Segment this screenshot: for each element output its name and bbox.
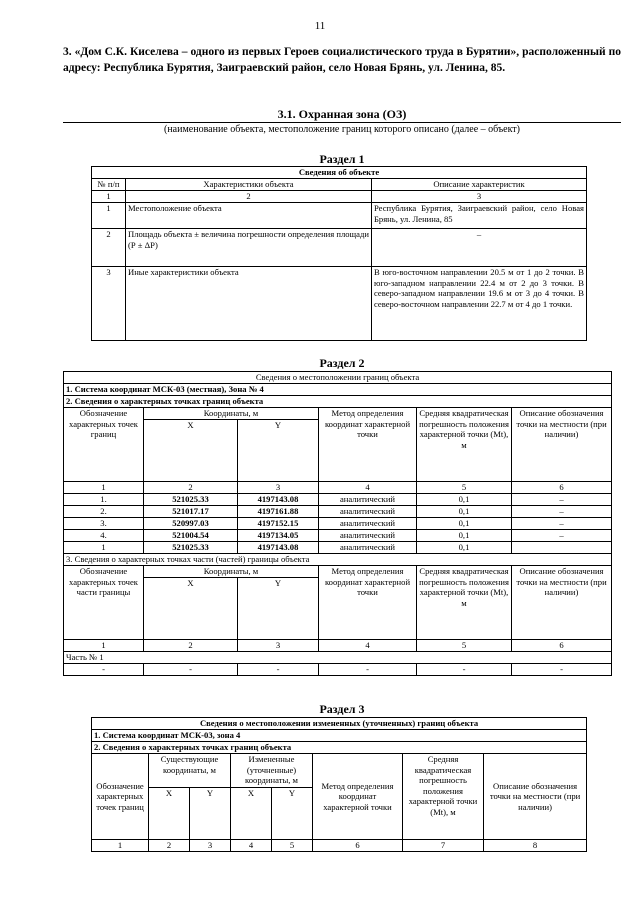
parts-header-error: Средняя квадратическая погрешность положения характерной точки (Mt), м	[417, 566, 512, 640]
point-error: 0,1	[417, 506, 512, 518]
part-label: Часть № 1	[64, 652, 612, 664]
header-error: Средняя квадратическая погрешность положения характерной точки (Mt), м	[417, 408, 512, 482]
row-description: Республика Бурятия, Заиграевский район, село Новая Брянь, ул. Ленина, 85	[372, 203, 587, 229]
part-cell: -	[144, 664, 238, 676]
column-number: 2	[149, 840, 190, 852]
point-description: –	[512, 518, 612, 530]
point-method: аналитический	[319, 530, 417, 542]
row-characteristic: Иные характеристики объекта	[126, 267, 372, 341]
column-number: 2	[144, 482, 238, 494]
header-coordinates: Координаты, м	[144, 408, 319, 420]
caption-rule	[63, 122, 621, 123]
point-error: 0,1	[417, 518, 512, 530]
header-y: Y	[238, 420, 319, 482]
point-error: 0,1	[417, 542, 512, 554]
table-row	[92, 203, 587, 229]
table-row	[64, 494, 612, 506]
column-number: 2	[144, 640, 238, 652]
parts-header-method: Метод определения координат характерной точки	[319, 566, 417, 640]
column-number: 8	[484, 840, 587, 852]
section1-table	[91, 166, 587, 341]
column-number: 5	[417, 640, 512, 652]
point-description: –	[512, 530, 612, 542]
zone-subheading: 3.1. Охранная зона (ОЗ)	[277, 107, 407, 121]
parts-header-description: Описание обозначения точки на местности (при наличии)	[512, 566, 612, 640]
point-label: 2.	[64, 506, 144, 518]
column-number: 4	[231, 840, 272, 852]
page-number: 11	[314, 20, 326, 32]
part-cell: -	[319, 664, 417, 676]
column-number: 7	[403, 840, 484, 852]
header-characteristic: Характеристики объекта	[126, 179, 372, 191]
coordinate-system: 1. Система координат МСК-03, зона 4	[92, 730, 587, 742]
point-x: 521025.33	[144, 494, 238, 506]
header-changed-coordinates: Измененные (уточненные) координаты, м	[231, 754, 313, 788]
column-number: 4	[319, 482, 417, 494]
points-title: 2. Сведения о характерных точках границ объекта	[92, 742, 587, 754]
point-x: 521004.54	[144, 530, 238, 542]
header-point: Обозначение характерных точек границ	[64, 408, 144, 482]
section3-table	[91, 717, 587, 852]
row-description: В юго-восточном направлении 20.5 м от 1 до 2 точки. В юго-западном направлении 22.4 м от 2 до 3 точки. В северо-западном направлении 19.6 м от 3 до 4 точки. В северо-восточном направлении 22.7 м от 4 до 1 точки.	[372, 267, 587, 341]
object-heading: 3. «Дом С.К. Киселева – одного из первых Героев социалистического труда в Бурятии», расположенный по адресу: Республика Бурятия, Заиграевский район, село Новая Брянь, ул. Ленина, 85.	[63, 46, 621, 74]
column-number: 1	[92, 840, 149, 852]
row-number: 2	[92, 229, 126, 267]
point-x: 521017.17	[144, 506, 238, 518]
point-y: 4197134.05	[238, 530, 319, 542]
table-row	[64, 530, 612, 542]
points-title: 2. Сведения о характерных точках границ объекта	[64, 396, 612, 408]
parts-header-x: X	[144, 578, 238, 640]
parts-header-point: Обозначение характерных точек части границы	[64, 566, 144, 640]
parts-header-y: Y	[238, 578, 319, 640]
parts-header-coordinates: Координаты, м	[144, 566, 319, 578]
column-number: 2	[126, 191, 372, 203]
point-x: 521025.33	[144, 542, 238, 554]
section3-title: Раздел 3	[319, 702, 365, 716]
row-characteristic: Площадь объекта ± величина погрешности определения площади (Р ± ΔР)	[126, 229, 372, 267]
header-existing-coordinates: Существующие координаты, м	[149, 754, 231, 788]
point-x: 520997.03	[144, 518, 238, 530]
part-cell: -	[417, 664, 512, 676]
header-changed-x: X	[231, 788, 272, 840]
header-method: Метод определения координат характерной точки	[319, 408, 417, 482]
column-number: 3	[238, 482, 319, 494]
header-x: X	[144, 420, 238, 482]
column-number: 5	[417, 482, 512, 494]
header-existing-y: Y	[190, 788, 231, 840]
column-number: 1	[64, 640, 144, 652]
table-row	[64, 664, 612, 676]
column-number: 6	[512, 482, 612, 494]
table-row	[64, 506, 612, 518]
coordinate-system: 1. Система координат МСК-03 (местная), Зона № 4	[64, 384, 612, 396]
header-description: Описание обозначения точки на местности (при наличии)	[484, 754, 587, 840]
header-description: Описание обозначения точки на местности (при наличии)	[512, 408, 612, 482]
row-number: 1	[92, 203, 126, 229]
column-number: 3	[238, 640, 319, 652]
column-number: 6	[512, 640, 612, 652]
parts-title: 3. Сведения о характерных точках части (частей) границы объекта	[64, 554, 612, 566]
point-description: –	[512, 506, 612, 518]
point-label: 1	[64, 542, 144, 554]
header-number: № п/п	[92, 179, 126, 191]
section3-table-title: Сведения о местоположении измененных (уточненных) границ объекта	[92, 718, 587, 730]
point-y: 4197161.88	[238, 506, 319, 518]
table-row	[64, 542, 612, 554]
header-method: Метод определения координат характерной точки	[313, 754, 403, 840]
row-number: 3	[92, 267, 126, 341]
point-y: 4197152.15	[238, 518, 319, 530]
column-number: 1	[92, 191, 126, 203]
header-description: Описание характеристик	[372, 179, 587, 191]
section2-table-title: Сведения о местоположении границ объекта	[64, 372, 612, 384]
subheading-caption: (наименование объекта, местоположение границ которого описано (далее – объект)	[163, 124, 521, 135]
column-number: 3	[372, 191, 587, 203]
table-row	[92, 229, 587, 267]
point-description: –	[512, 494, 612, 506]
point-y: 4197143.08	[238, 542, 319, 554]
point-error: 0,1	[417, 494, 512, 506]
part-cell: -	[238, 664, 319, 676]
point-method: аналитический	[319, 506, 417, 518]
point-error: 0,1	[417, 530, 512, 542]
column-number: 4	[319, 640, 417, 652]
header-changed-y: Y	[272, 788, 313, 840]
table-row	[64, 518, 612, 530]
section1-title: Раздел 1	[319, 152, 365, 166]
point-label: 1.	[64, 494, 144, 506]
point-method: аналитический	[319, 494, 417, 506]
header-existing-x: X	[149, 788, 190, 840]
table-row	[92, 267, 587, 341]
point-description	[512, 542, 612, 554]
point-method: аналитический	[319, 518, 417, 530]
section2-table	[63, 371, 612, 676]
header-error: Средняя квадратическая погрешность положения характерной точки (Mt), м	[403, 754, 484, 840]
header-point: Обозначение характерных точек границ	[92, 754, 149, 840]
point-method: аналитический	[319, 542, 417, 554]
point-y: 4197143.08	[238, 494, 319, 506]
row-characteristic: Местоположение объекта	[126, 203, 372, 229]
section2-title: Раздел 2	[319, 356, 365, 370]
point-label: 4.	[64, 530, 144, 542]
part-cell: -	[64, 664, 144, 676]
column-number: 5	[272, 840, 313, 852]
point-label: 3.	[64, 518, 144, 530]
column-number: 1	[64, 482, 144, 494]
part-cell: -	[512, 664, 612, 676]
column-number: 3	[190, 840, 231, 852]
row-description: –	[372, 229, 587, 267]
column-number: 6	[313, 840, 403, 852]
section1-table-title: Сведения об объекте	[92, 167, 587, 179]
